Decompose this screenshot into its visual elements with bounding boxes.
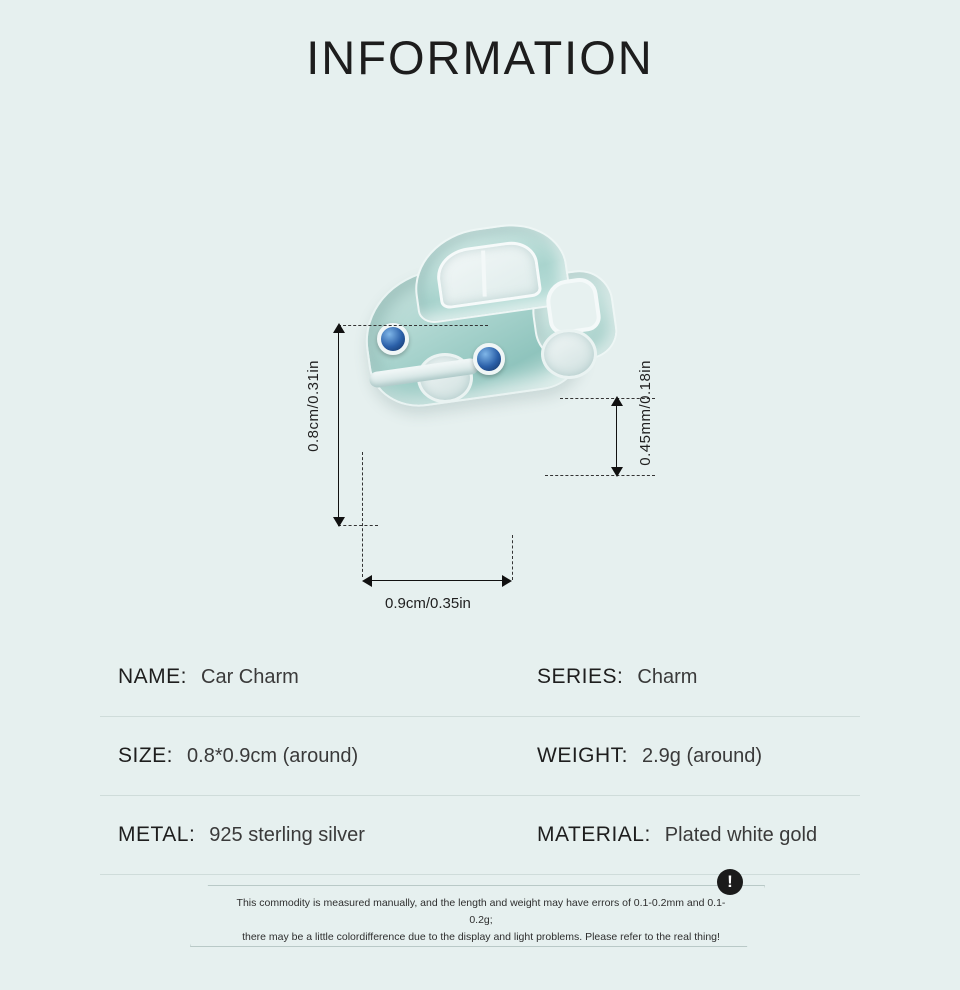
note-line-1: This commodity is measured manually, and the length and weight may have errors of 0.1-0.2mm and 0.1-0.2g; xyxy=(236,897,726,926)
car-headlight-left xyxy=(377,323,409,355)
car-rear-window-shape xyxy=(543,276,602,337)
exclamation-icon: ! xyxy=(717,869,743,895)
guide-line-depth-bottom xyxy=(545,475,655,476)
spec-size xyxy=(100,717,535,795)
car-charm-photo xyxy=(355,205,615,430)
spec-metal-value: 925 sterling silver xyxy=(209,823,365,846)
page-title: INFORMATION xyxy=(306,31,654,84)
height-arrow-down-icon xyxy=(333,517,345,527)
depth-arrow-down-icon xyxy=(611,467,623,477)
table-row xyxy=(100,796,860,875)
dimension-depth-label: 0.45mm/0.18in xyxy=(637,360,654,466)
spec-name xyxy=(100,638,535,716)
width-arrow-line xyxy=(370,580,505,581)
spec-size-value: 0.8*0.9cm (around) xyxy=(187,744,359,767)
spec-weight-key: WEIGHT: xyxy=(537,744,628,767)
spec-series xyxy=(535,638,860,716)
product-image-area xyxy=(0,190,960,610)
spec-name-value: Car Charm xyxy=(201,665,299,688)
width-arrow-right-icon xyxy=(502,575,512,587)
disclaimer-note xyxy=(190,872,765,947)
spec-weight xyxy=(535,717,860,795)
width-arrow-left-icon xyxy=(362,575,372,587)
table-row xyxy=(100,717,860,796)
note-line-2: there may be a little colordifference due to the display and light problems. Please refer to the real thing! xyxy=(242,931,720,943)
spec-weight-value: 2.9g (around) xyxy=(642,744,763,767)
specs-table xyxy=(100,638,860,875)
spec-series-value: Charm xyxy=(637,665,698,688)
spec-metal xyxy=(100,796,535,874)
height-arrow-line xyxy=(338,332,339,520)
spec-material-key: MATERIAL: xyxy=(537,823,651,846)
guide-line-top xyxy=(338,325,488,326)
spec-size-key: SIZE: xyxy=(118,744,174,767)
guide-line-left xyxy=(362,452,363,577)
dimension-height-label: 0.8cm/0.31in xyxy=(305,360,322,452)
spec-series-key: SERIES: xyxy=(537,665,624,688)
table-row xyxy=(100,638,860,717)
spec-name-key: NAME: xyxy=(118,665,188,688)
note-text xyxy=(226,895,736,946)
guide-line-right xyxy=(512,535,513,580)
depth-arrow-line xyxy=(616,405,617,470)
car-headlight-right xyxy=(473,343,505,375)
spec-material xyxy=(535,796,860,874)
depth-arrow-up-icon xyxy=(611,396,623,406)
height-arrow-up-icon xyxy=(333,323,345,333)
spec-metal-key: METAL: xyxy=(118,823,196,846)
spec-material-value: Plated white gold xyxy=(664,823,818,846)
dimension-width-label: 0.9cm/0.35in xyxy=(385,595,471,612)
car-rear-wheel xyxy=(541,329,597,379)
